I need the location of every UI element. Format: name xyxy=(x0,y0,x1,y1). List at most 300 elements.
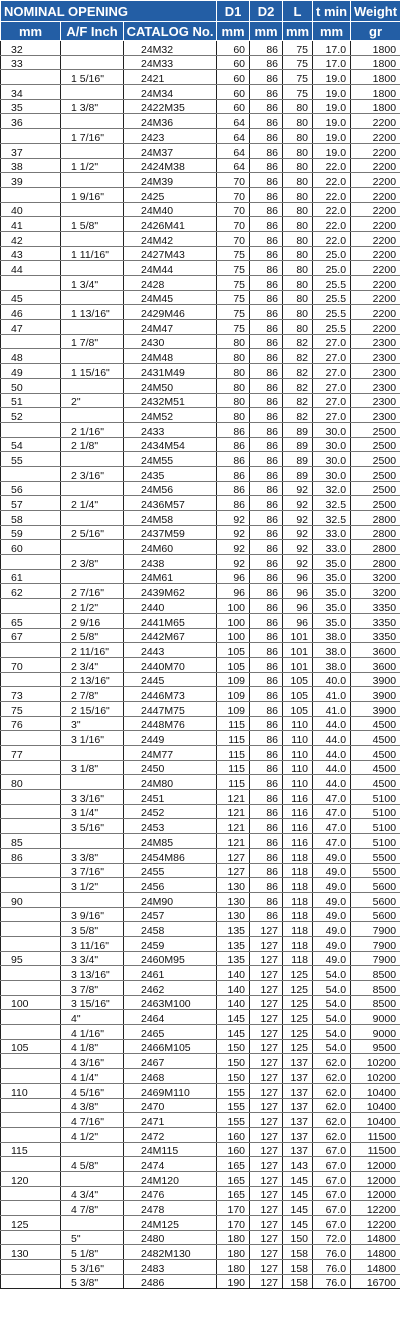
table-row xyxy=(1,187,400,202)
l-cell: 118 xyxy=(283,892,313,907)
d1-cell: 70 xyxy=(217,217,250,232)
d1-cell: 70 xyxy=(217,187,250,202)
catalog-no-cell: 2421 xyxy=(124,70,217,85)
tmin-cell: 67.0 xyxy=(313,1142,351,1157)
d2-cell: 127 xyxy=(250,1127,283,1142)
af-inch-cell: 2 11/16" xyxy=(61,643,124,658)
tmin-cell: 19.0 xyxy=(313,114,351,129)
tmin-cell: 67.0 xyxy=(313,1186,351,1201)
weight-cell: 3350 xyxy=(351,628,400,643)
tmin-cell: 19.0 xyxy=(313,85,351,100)
tmin-cell: 27.0 xyxy=(313,334,351,349)
af-inch-cell: 3 1/4" xyxy=(61,804,124,819)
d1-cell: 64 xyxy=(217,114,250,129)
weight-cell: 1800 xyxy=(351,85,400,100)
d2-cell: 86 xyxy=(250,511,283,526)
d1-cell: 190 xyxy=(217,1274,250,1289)
weight-cell: 14800 xyxy=(351,1260,400,1275)
d2-cell: 86 xyxy=(250,907,283,922)
d2-cell: 86 xyxy=(250,393,283,408)
tmin-cell: 22.0 xyxy=(313,202,351,217)
table-row xyxy=(1,1142,400,1157)
catalog-no-cell: 2468 xyxy=(124,1069,217,1084)
catalog-no-cell: 2471 xyxy=(124,1113,217,1128)
weight-cell: 2200 xyxy=(351,129,400,144)
weight-cell: 5100 xyxy=(351,790,400,805)
d1-cell: 121 xyxy=(217,834,250,849)
d1-unit-header: mm xyxy=(217,22,250,41)
tmin-cell: 49.0 xyxy=(313,951,351,966)
catalog-no-cell: 24M34 xyxy=(124,85,217,100)
tmin-cell: 49.0 xyxy=(313,863,351,878)
opening-mm-cell xyxy=(1,1113,61,1128)
l-cell: 80 xyxy=(283,246,313,261)
d2-cell: 86 xyxy=(250,496,283,511)
d2-cell: 86 xyxy=(250,99,283,114)
af-inch-cell: 4 3/4" xyxy=(61,1186,124,1201)
weight-cell: 2300 xyxy=(351,364,400,379)
d1-cell: 92 xyxy=(217,511,250,526)
catalog-no-cell: 2448M76 xyxy=(124,716,217,731)
af-inch-header: A/F Inch xyxy=(61,22,124,41)
d1-cell: 127 xyxy=(217,863,250,878)
catalog-no-cell: 2462 xyxy=(124,981,217,996)
weight-cell: 3900 xyxy=(351,701,400,716)
opening-mm-cell xyxy=(1,1186,61,1201)
opening-mm-cell: 100 xyxy=(1,995,61,1010)
d1-cell: 86 xyxy=(217,437,250,452)
opening-mm-cell: 56 xyxy=(1,481,61,496)
d2-cell: 86 xyxy=(250,231,283,246)
weight-cell: 8500 xyxy=(351,966,400,981)
table-row xyxy=(1,1069,400,1084)
tmin-cell: 44.0 xyxy=(313,716,351,731)
opening-mm-cell xyxy=(1,1157,61,1172)
d1-cell: 140 xyxy=(217,966,250,981)
table-row xyxy=(1,334,400,349)
l-cell: 80 xyxy=(283,290,313,305)
tmin-cell: 49.0 xyxy=(313,907,351,922)
catalog-no-cell: 2438 xyxy=(124,555,217,570)
tmin-cell: 76.0 xyxy=(313,1260,351,1275)
d1-cell: 145 xyxy=(217,1025,250,1040)
catalog-no-cell: 2425 xyxy=(124,187,217,202)
l-cell: 82 xyxy=(283,364,313,379)
af-inch-cell xyxy=(61,143,124,158)
catalog-no-cell: 2476 xyxy=(124,1186,217,1201)
l-cell: 158 xyxy=(283,1260,313,1275)
table-row xyxy=(1,1171,400,1186)
d2-cell: 86 xyxy=(250,878,283,893)
d1-cell: 92 xyxy=(217,540,250,555)
af-inch-cell xyxy=(61,320,124,335)
opening-mm-cell: 42 xyxy=(1,231,61,246)
af-inch-cell: 3" xyxy=(61,716,124,731)
d2-cell: 86 xyxy=(250,863,283,878)
tmin-cell: 47.0 xyxy=(313,834,351,849)
l-cell: 92 xyxy=(283,525,313,540)
table-row xyxy=(1,1083,400,1098)
d2-cell: 86 xyxy=(250,819,283,834)
opening-mm-cell: 38 xyxy=(1,158,61,173)
d1-cell: 75 xyxy=(217,276,250,291)
d2-cell: 127 xyxy=(250,936,283,951)
table-row xyxy=(1,819,400,834)
af-inch-cell: 3 1/2" xyxy=(61,878,124,893)
d1-cell: 64 xyxy=(217,143,250,158)
l-cell: 145 xyxy=(283,1186,313,1201)
d1-cell: 145 xyxy=(217,1010,250,1025)
l-cell: 82 xyxy=(283,349,313,364)
af-inch-cell xyxy=(61,569,124,584)
weight-cell: 12000 xyxy=(351,1157,400,1172)
d2-cell: 86 xyxy=(250,364,283,379)
af-inch-cell: 3 7/8" xyxy=(61,981,124,996)
tmin-cell: 44.0 xyxy=(313,760,351,775)
d1-cell: 115 xyxy=(217,775,250,790)
weight-cell: 2300 xyxy=(351,349,400,364)
catalog-no-cell: 2458 xyxy=(124,922,217,937)
d2-cell: 86 xyxy=(250,437,283,452)
d1-cell: 121 xyxy=(217,790,250,805)
af-inch-cell: 4 7/16" xyxy=(61,1113,124,1128)
l-cell: 158 xyxy=(283,1245,313,1260)
af-inch-cell: 1 3/8" xyxy=(61,99,124,114)
af-inch-cell: 3 3/4" xyxy=(61,951,124,966)
catalog-no-cell: 2441M65 xyxy=(124,613,217,628)
catalog-no-cell: 2460M95 xyxy=(124,951,217,966)
l-cell: 89 xyxy=(283,452,313,467)
d1-cell: 155 xyxy=(217,1083,250,1098)
weight-cell: 8500 xyxy=(351,981,400,996)
opening-mm-cell: 65 xyxy=(1,613,61,628)
weight-cell: 9000 xyxy=(351,1010,400,1025)
d1-cell: 115 xyxy=(217,716,250,731)
table-row xyxy=(1,276,400,291)
d2-cell: 86 xyxy=(250,349,283,364)
l-cell: 137 xyxy=(283,1127,313,1142)
d1-cell: 150 xyxy=(217,1039,250,1054)
l-cell: 75 xyxy=(283,55,313,70)
weight-cell: 7900 xyxy=(351,922,400,937)
table-row xyxy=(1,364,400,379)
d2-cell: 86 xyxy=(250,848,283,863)
d2-cell: 86 xyxy=(250,746,283,761)
opening-mm-cell xyxy=(1,790,61,805)
weight-cell: 1800 xyxy=(351,41,400,56)
opening-mm-cell: 35 xyxy=(1,99,61,114)
tmin-cell: 19.0 xyxy=(313,70,351,85)
opening-mm-cell: 70 xyxy=(1,657,61,672)
weight-cell: 2300 xyxy=(351,334,400,349)
tmin-cell: 25.5 xyxy=(313,305,351,320)
weight-cell: 2200 xyxy=(351,143,400,158)
table-row xyxy=(1,378,400,393)
d1-cell: 92 xyxy=(217,525,250,540)
d1-cell: 60 xyxy=(217,55,250,70)
catalog-no-cell: 2478 xyxy=(124,1201,217,1216)
d2-cell: 127 xyxy=(250,981,283,996)
l-cell: 137 xyxy=(283,1113,313,1128)
opening-mm-cell xyxy=(1,1025,61,1040)
catalog-no-cell: 2461 xyxy=(124,966,217,981)
d2-cell: 86 xyxy=(250,305,283,320)
table-row xyxy=(1,936,400,951)
table-row xyxy=(1,775,400,790)
tmin-cell: 54.0 xyxy=(313,995,351,1010)
d1-cell: 130 xyxy=(217,892,250,907)
opening-mm-cell: 120 xyxy=(1,1171,61,1186)
tmin-cell: 32.5 xyxy=(313,511,351,526)
tmin-cell: 30.0 xyxy=(313,452,351,467)
d1-cell: 60 xyxy=(217,41,250,56)
table-row xyxy=(1,555,400,570)
table-row xyxy=(1,511,400,526)
opening-mm-cell: 130 xyxy=(1,1245,61,1260)
d1-cell: 155 xyxy=(217,1098,250,1113)
table-row xyxy=(1,1245,400,1260)
catalog-no-cell: 2422M35 xyxy=(124,99,217,114)
d1-cell: 165 xyxy=(217,1171,250,1186)
opening-mm-cell: 50 xyxy=(1,378,61,393)
l-cell: 116 xyxy=(283,804,313,819)
tmin-cell: 62.0 xyxy=(313,1083,351,1098)
tmin-cell: 35.0 xyxy=(313,584,351,599)
weight-cell: 10200 xyxy=(351,1054,400,1069)
opening-mm-cell xyxy=(1,922,61,937)
catalog-no-cell: 2430 xyxy=(124,334,217,349)
opening-mm-cell xyxy=(1,599,61,614)
tmin-cell: 49.0 xyxy=(313,892,351,907)
d1-cell: 140 xyxy=(217,995,250,1010)
catalog-no-cell: 24M48 xyxy=(124,349,217,364)
table-row xyxy=(1,951,400,966)
opening-mm-cell: 46 xyxy=(1,305,61,320)
table-row xyxy=(1,1025,400,1040)
tmin-cell: 44.0 xyxy=(313,775,351,790)
catalog-no-cell: 2451 xyxy=(124,790,217,805)
catalog-no-cell: 24M45 xyxy=(124,290,217,305)
tmin-header: t min xyxy=(313,1,351,22)
tmin-cell: 25.0 xyxy=(313,246,351,261)
d2-cell: 127 xyxy=(250,1025,283,1040)
d2-cell: 86 xyxy=(250,892,283,907)
table-row xyxy=(1,1054,400,1069)
l-cell: 80 xyxy=(283,173,313,188)
catalog-no-cell: 2433 xyxy=(124,422,217,437)
catalog-no-cell: 2427M43 xyxy=(124,246,217,261)
weight-cell: 7900 xyxy=(351,936,400,951)
opening-mm-cell: 49 xyxy=(1,364,61,379)
d2-cell: 86 xyxy=(250,599,283,614)
catalog-no-cell: 24M115 xyxy=(124,1142,217,1157)
d2-cell: 86 xyxy=(250,584,283,599)
d2-cell: 86 xyxy=(250,55,283,70)
opening-mm-cell: 36 xyxy=(1,114,61,129)
tmin-cell: 38.0 xyxy=(313,628,351,643)
table-row xyxy=(1,848,400,863)
catalog-no-cell: 2457 xyxy=(124,907,217,922)
opening-mm-cell xyxy=(1,643,61,658)
l-cell: 92 xyxy=(283,540,313,555)
opening-mm-cell: 61 xyxy=(1,569,61,584)
catalog-no-cell: 2480 xyxy=(124,1230,217,1245)
d2-cell: 86 xyxy=(250,143,283,158)
table-row xyxy=(1,1201,400,1216)
catalog-no-cell: 2440 xyxy=(124,599,217,614)
weight-cell: 9000 xyxy=(351,1025,400,1040)
opening-mm-cell xyxy=(1,1054,61,1069)
af-inch-cell: 3 7/16" xyxy=(61,863,124,878)
opening-mm-cell: 77 xyxy=(1,746,61,761)
d1-cell: 165 xyxy=(217,1186,250,1201)
d2-cell: 127 xyxy=(250,1142,283,1157)
af-inch-cell: 4 3/16" xyxy=(61,1054,124,1069)
d2-header: D2 xyxy=(250,1,283,22)
opening-mm-cell: 55 xyxy=(1,452,61,467)
weight-cell: 2300 xyxy=(351,393,400,408)
d1-cell: 140 xyxy=(217,981,250,996)
d2-cell: 86 xyxy=(250,790,283,805)
d1-cell: 135 xyxy=(217,922,250,937)
table-row xyxy=(1,70,400,85)
table-row xyxy=(1,790,400,805)
l-cell: 80 xyxy=(283,187,313,202)
af-inch-cell: 1 7/8" xyxy=(61,334,124,349)
d2-cell: 86 xyxy=(250,525,283,540)
weight-cell: 14800 xyxy=(351,1230,400,1245)
af-inch-cell: 4 5/8" xyxy=(61,1157,124,1172)
d2-cell: 86 xyxy=(250,643,283,658)
catalog-no-cell: 24M80 xyxy=(124,775,217,790)
l-cell: 143 xyxy=(283,1157,313,1172)
opening-mm-cell: 47 xyxy=(1,320,61,335)
af-inch-cell: 3 11/16" xyxy=(61,936,124,951)
catalog-no-cell: 2466M105 xyxy=(124,1039,217,1054)
af-inch-cell: 2 7/16" xyxy=(61,584,124,599)
d2-cell: 86 xyxy=(250,657,283,672)
opening-mm-cell xyxy=(1,760,61,775)
af-inch-cell: 2 5/8" xyxy=(61,628,124,643)
d2-cell: 86 xyxy=(250,613,283,628)
l-cell: 118 xyxy=(283,907,313,922)
tmin-cell: 22.0 xyxy=(313,231,351,246)
weight-header: Weight xyxy=(351,1,400,22)
table-row xyxy=(1,129,400,144)
tmin-cell: 62.0 xyxy=(313,1098,351,1113)
tmin-cell: 62.0 xyxy=(313,1127,351,1142)
d1-cell: 75 xyxy=(217,246,250,261)
l-cell: 145 xyxy=(283,1201,313,1216)
weight-cell: 2500 xyxy=(351,422,400,437)
opening-mm-cell: 54 xyxy=(1,437,61,452)
opening-mm-cell: 86 xyxy=(1,848,61,863)
table-row xyxy=(1,437,400,452)
d1-cell: 64 xyxy=(217,158,250,173)
af-inch-cell: 2 3/16" xyxy=(61,466,124,481)
d1-cell: 155 xyxy=(217,1113,250,1128)
l-cell: 75 xyxy=(283,85,313,100)
table-row xyxy=(1,746,400,761)
tmin-cell: 54.0 xyxy=(313,1025,351,1040)
d1-cell: 180 xyxy=(217,1260,250,1275)
tmin-cell: 27.0 xyxy=(313,364,351,379)
af-inch-cell: 3 5/8" xyxy=(61,922,124,937)
af-inch-cell: 2 13/16" xyxy=(61,672,124,687)
catalog-no-cell: 2439M62 xyxy=(124,584,217,599)
opening-mm-cell: 45 xyxy=(1,290,61,305)
tmin-cell: 30.0 xyxy=(313,422,351,437)
table-row xyxy=(1,569,400,584)
tmin-cell: 33.0 xyxy=(313,540,351,555)
tmin-cell: 41.0 xyxy=(313,701,351,716)
l-cell: 75 xyxy=(283,41,313,56)
opening-mm-cell xyxy=(1,70,61,85)
weight-cell: 12200 xyxy=(351,1201,400,1216)
d1-cell: 80 xyxy=(217,364,250,379)
l-cell: 82 xyxy=(283,393,313,408)
d1-cell: 170 xyxy=(217,1216,250,1231)
d2-cell: 86 xyxy=(250,672,283,687)
tmin-cell: 44.0 xyxy=(313,746,351,761)
tmin-cell: 32.5 xyxy=(313,496,351,511)
d2-cell: 86 xyxy=(250,114,283,129)
catalog-no-cell: 2463M100 xyxy=(124,995,217,1010)
af-inch-cell: 4 5/16" xyxy=(61,1083,124,1098)
d2-cell: 127 xyxy=(250,1157,283,1172)
d2-cell: 86 xyxy=(250,261,283,276)
table-row xyxy=(1,657,400,672)
d2-cell: 86 xyxy=(250,187,283,202)
af-inch-cell xyxy=(61,202,124,217)
d1-cell: 109 xyxy=(217,687,250,702)
af-inch-cell xyxy=(61,41,124,56)
tmin-cell: 17.0 xyxy=(313,41,351,56)
l-cell: 80 xyxy=(283,114,313,129)
l-cell: 89 xyxy=(283,437,313,452)
d1-cell: 80 xyxy=(217,349,250,364)
table-row xyxy=(1,907,400,922)
table-row xyxy=(1,349,400,364)
l-cell: 89 xyxy=(283,422,313,437)
weight-cell: 2500 xyxy=(351,437,400,452)
af-inch-cell xyxy=(61,511,124,526)
weight-cell: 3600 xyxy=(351,657,400,672)
af-inch-cell: 3 3/8" xyxy=(61,848,124,863)
l-cell: 80 xyxy=(283,202,313,217)
catalog-no-cell: 2442M67 xyxy=(124,628,217,643)
table-row xyxy=(1,525,400,540)
d2-cell: 127 xyxy=(250,1171,283,1186)
l-cell: 110 xyxy=(283,731,313,746)
weight-cell: 2200 xyxy=(351,173,400,188)
weight-cell: 3350 xyxy=(351,599,400,614)
weight-cell: 2200 xyxy=(351,276,400,291)
l-cell: 118 xyxy=(283,848,313,863)
catalog-no-cell: 2447M75 xyxy=(124,701,217,716)
d2-cell: 86 xyxy=(250,569,283,584)
opening-mm-cell: 41 xyxy=(1,217,61,232)
tmin-cell: 54.0 xyxy=(313,1010,351,1025)
af-inch-cell: 1 1/2" xyxy=(61,158,124,173)
catalog-no-cell: 24M33 xyxy=(124,55,217,70)
weight-cell: 3900 xyxy=(351,687,400,702)
opening-mm-cell: 51 xyxy=(1,393,61,408)
tmin-cell: 62.0 xyxy=(313,1113,351,1128)
table-row xyxy=(1,1230,400,1245)
table-row xyxy=(1,981,400,996)
catalog-no-cell: 24M37 xyxy=(124,143,217,158)
